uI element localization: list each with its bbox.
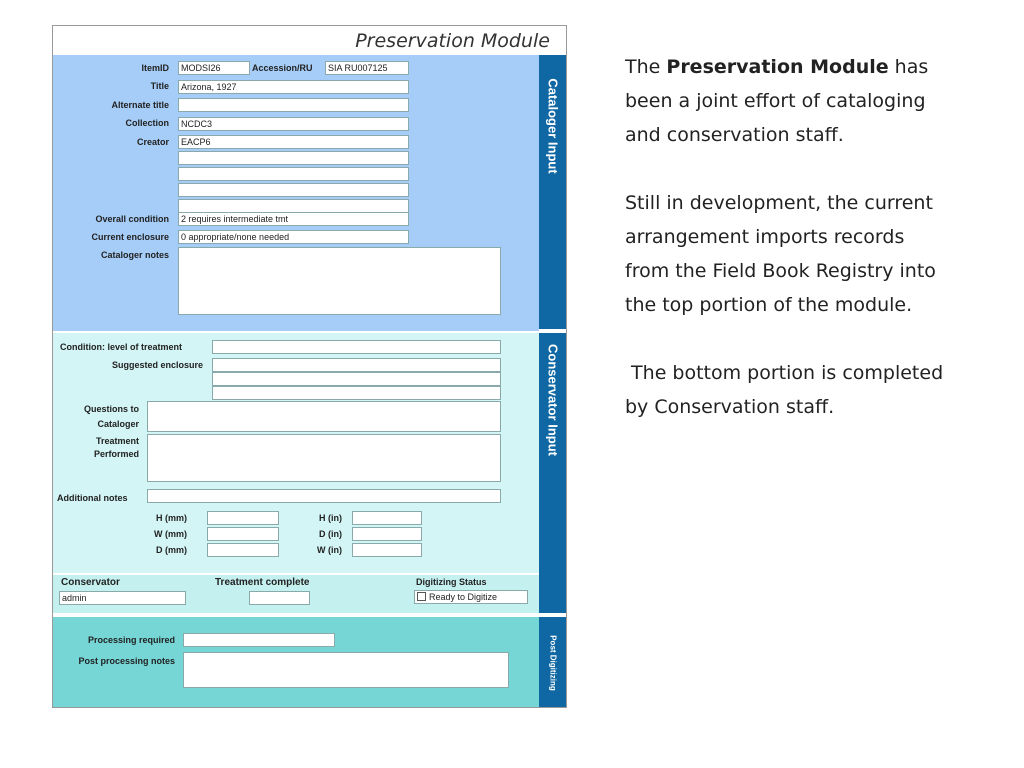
preservation-module-form (52, 25, 567, 708)
title-label: Title (150, 81, 169, 91)
w-in-field[interactable] (352, 543, 422, 557)
w-in-label: W (in) (317, 545, 342, 555)
accession-field[interactable]: SIA RU007125 (325, 61, 409, 75)
slide-notes (625, 50, 950, 424)
treatment-performed-label-2: Performed (93, 449, 139, 459)
cataloger-notes-field[interactable] (178, 247, 501, 315)
notes-p1-bold: Preservation Module (666, 56, 889, 78)
creator-field-4[interactable] (178, 183, 409, 197)
post-processing-notes-label: Post processing notes (78, 656, 175, 666)
creator-field-3[interactable] (178, 167, 409, 181)
cataloger-notes-label: Cataloger notes (100, 250, 169, 260)
conservator-label: Conservator (61, 577, 120, 588)
treatment-level-field[interactable] (212, 340, 501, 354)
alternate-title-label: Alternate title (111, 100, 169, 110)
item-id-label: ItemID (141, 63, 169, 73)
cataloger-input-tab (539, 55, 567, 329)
d-mm-field[interactable] (207, 543, 279, 557)
h-in-field[interactable] (352, 511, 422, 525)
accession-label: Accession/RU (252, 63, 313, 73)
current-enclosure-label: Current enclosure (91, 232, 169, 242)
treatment-level-label: Condition: level of treatment (60, 342, 183, 352)
module-title: Preservation Module (355, 30, 550, 52)
conservator-input-tab (539, 331, 567, 613)
treatment-complete-label: Treatment complete (215, 577, 310, 588)
creator-field-5[interactable] (178, 199, 409, 213)
conservator-field[interactable]: admin (59, 591, 186, 605)
suggested-enclosure-label: Suggested enclosure (111, 360, 203, 370)
overall-condition-field[interactable]: 2 requires intermediate tmt (178, 212, 409, 226)
post-digitizing-tab (539, 615, 567, 708)
treatment-performed-label-1: Treatment (95, 436, 139, 446)
treatment-performed-field[interactable] (147, 434, 501, 482)
treatment-complete-field[interactable] (249, 591, 310, 605)
notes-paragraph-1 (625, 50, 945, 152)
processing-required-field[interactable] (183, 633, 335, 647)
post-digitizing-label: Post Digitizing (548, 635, 558, 691)
creator-label: Creator (136, 137, 169, 147)
d-in-field[interactable] (352, 527, 422, 541)
collection-label: Collection (125, 118, 169, 128)
w-mm-field[interactable] (207, 527, 279, 541)
additional-notes-field[interactable] (147, 489, 501, 503)
title-field[interactable]: Arizona, 1927 (178, 80, 409, 94)
questions-label-1: Questions to (83, 404, 139, 414)
suggested-enclosure-field-2[interactable] (212, 372, 501, 386)
digitizing-status-label: Digitizing Status (416, 577, 487, 587)
questions-label-2: Cataloger (97, 419, 139, 429)
h-mm-label: H (mm) (156, 513, 187, 523)
suggested-enclosure-field-1[interactable] (212, 358, 501, 372)
ready-to-digitize-label: Ready to Digitize (429, 592, 498, 602)
current-enclosure-field[interactable]: 0 appropriate/none needed (178, 230, 409, 244)
h-in-label: H (in) (319, 513, 342, 523)
d-in-label: D (in) (319, 529, 342, 539)
checkbox-icon (417, 592, 426, 601)
notes-p1-rest: has been a joint effort of cataloging and conservation staff. (625, 56, 929, 146)
digitizing-section (53, 573, 539, 613)
additional-notes-label: Additional notes (57, 493, 128, 503)
collection-field[interactable]: NCDC3 (178, 117, 409, 131)
processing-required-label: Processing required (87, 635, 175, 645)
overall-condition-label: Overall condition (95, 214, 169, 224)
creator-field-2[interactable] (178, 151, 409, 165)
creator-field-1[interactable]: EACP6 (178, 135, 409, 149)
conservator-section (53, 331, 539, 573)
d-mm-label: D (mm) (156, 545, 187, 555)
post-digitizing-section (53, 615, 539, 708)
conservator-input-label: Conservator Input (545, 344, 561, 457)
notes-paragraph-2: Still in development, the current arrangement imports records from the Field Book Registry into the top portion of the module. (625, 192, 936, 316)
suggested-enclosure-field-3[interactable] (212, 386, 501, 400)
post-processing-notes-field[interactable] (183, 652, 509, 688)
cataloger-input-label: Cataloger Input (545, 78, 561, 174)
notes-p1-prefix: The (625, 56, 667, 78)
w-mm-label: W (mm) (154, 529, 187, 539)
cataloger-section (53, 55, 539, 355)
notes-paragraph-3: The bottom portion is completed by Conservation staff. (625, 362, 950, 418)
alternate-title-field[interactable] (178, 98, 409, 112)
questions-field[interactable] (147, 401, 501, 432)
ready-to-digitize-checkbox[interactable] (414, 590, 528, 604)
item-id-field[interactable]: MODSI26 (178, 61, 250, 75)
h-mm-field[interactable] (207, 511, 279, 525)
